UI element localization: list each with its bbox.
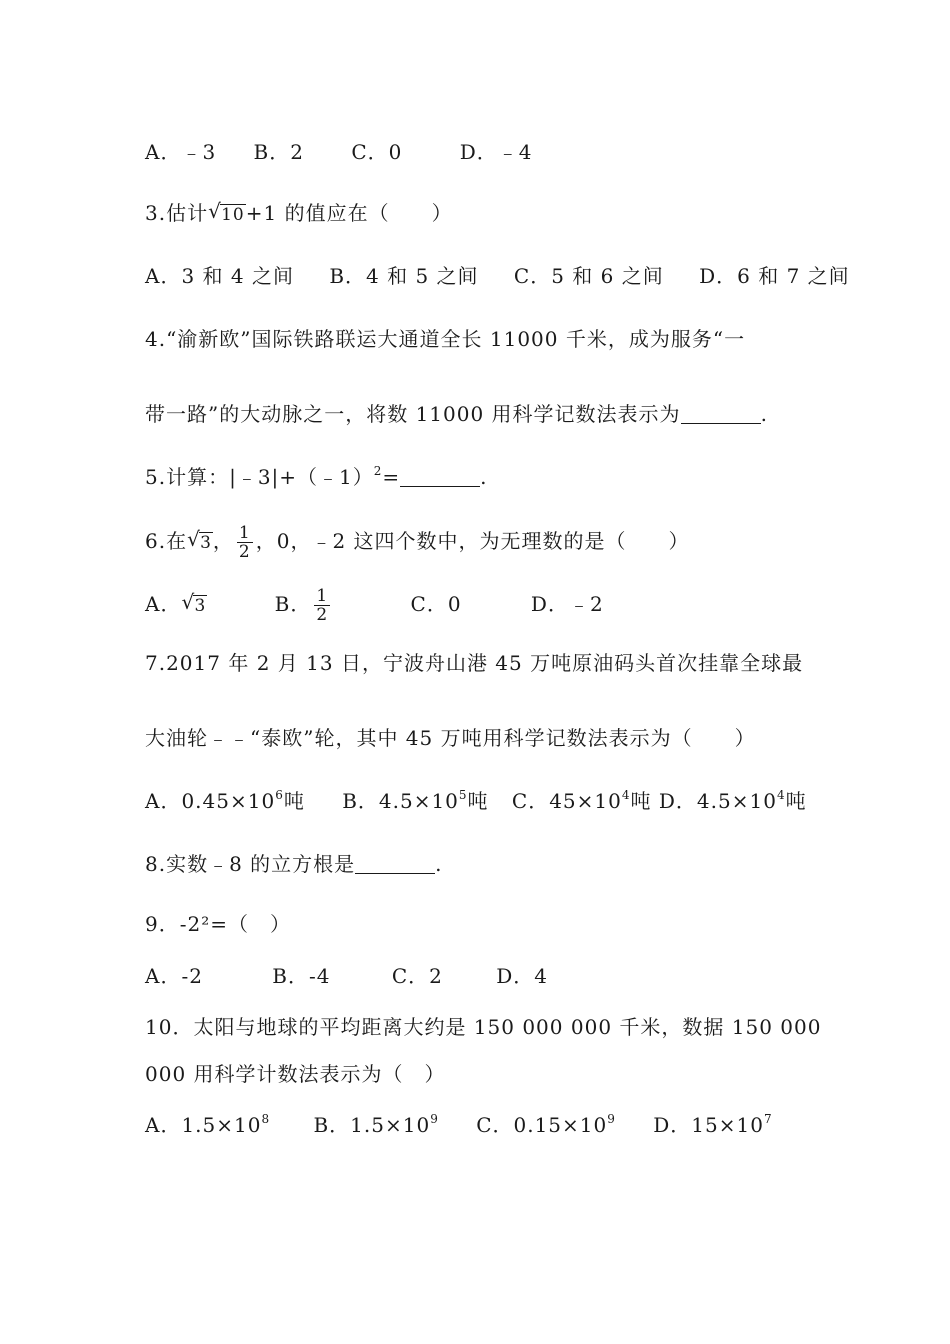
option-a: A．-2 (145, 964, 203, 988)
question-6-rest: ，0，﹣2 这四个数中，为无理数的是（ ） (255, 529, 690, 553)
radicand: 10 (221, 205, 245, 225)
q6-options (145, 587, 604, 624)
comma: ， (212, 529, 234, 553)
question-3-suffix: +1 的值应在（ ） (245, 201, 453, 225)
option-d: D．4 (496, 964, 548, 988)
period: . (760, 402, 768, 426)
equals: = (382, 465, 401, 489)
question-4-line-1: 4.“渝新欧”国际铁路联运大通道全长 11000 千米，成为服务“一 (145, 327, 746, 351)
question-6 (145, 524, 690, 561)
q3-options (145, 262, 850, 290)
q9-options (145, 962, 548, 990)
q2-options (145, 138, 532, 166)
answer-blank (355, 853, 435, 874)
radicand: 3 (200, 533, 212, 553)
option-c-base: C．0.15×10 (476, 1113, 608, 1137)
denominator: 2 (316, 605, 329, 625)
exponent: 6 (275, 788, 284, 802)
option-b: B．-4 (272, 964, 331, 988)
option-d (653, 1113, 772, 1137)
period: . (435, 852, 443, 876)
radicand: 3 (194, 596, 207, 616)
sqrt-expression: √ 3 (181, 590, 207, 616)
option-a-label: A． (145, 592, 182, 616)
question-8 (145, 850, 443, 878)
period: . (480, 465, 488, 489)
exponent: 9 (607, 1112, 616, 1126)
option-a: A．3 和 4 之间 (145, 264, 294, 288)
question-7-line-1: 7.2017 年 2 月 13 日，宁波舟山港 45 万吨原油码头首次挂靠全球最 (145, 651, 804, 675)
option-c (512, 789, 652, 813)
option-a-base: A．1.5×10 (145, 1113, 262, 1137)
exponent: 2 (373, 464, 383, 478)
option-d-base: D．4.5×10 (658, 789, 777, 813)
option-d-base: D．15×10 (653, 1113, 764, 1137)
answer-blank (400, 466, 480, 487)
exponent: 4 (621, 788, 631, 802)
unit: 吨 (630, 789, 652, 813)
option-c: C．0 (351, 140, 403, 164)
question-3-prefix: 3.估计 (145, 201, 209, 225)
option-d: D．﹣4 (459, 140, 533, 164)
answer-blank (681, 403, 761, 424)
exponent: 8 (261, 1112, 271, 1126)
option-a (145, 1113, 270, 1137)
option-a (145, 789, 305, 813)
option-c (476, 1113, 616, 1137)
option-d: D．6 和 7 之间 (699, 264, 850, 288)
exponent: 9 (430, 1112, 439, 1126)
fraction (237, 524, 253, 561)
numerator: 1 (238, 523, 251, 543)
option-c-base: C．45×10 (511, 789, 622, 813)
unit: 吨 (785, 789, 807, 813)
option-a (145, 592, 207, 616)
option-b-base: B．4.5×10 (342, 789, 459, 813)
option-a-base: A．0.45×10 (145, 789, 276, 813)
option-b-base: B．1.5×10 (313, 1113, 431, 1137)
question-4-line-2 (145, 400, 768, 428)
question-10-line-1: 10．太阳与地球的平均距离大约是 150 000 000 千米，数据 150 000 (145, 1015, 822, 1039)
q7-options (145, 787, 807, 815)
question-6-prefix: 6.在 (145, 529, 188, 553)
exponent: 4 (776, 788, 786, 802)
unit: 吨 (467, 789, 489, 813)
option-b (274, 586, 334, 625)
sqrt-expression: √ 3 (187, 527, 212, 553)
option-d (659, 789, 807, 813)
question-5 (145, 463, 488, 491)
question-10-line-2: 000 用科学计数法表示为（ ） (145, 1062, 446, 1086)
option-b-label: B． (274, 592, 312, 616)
exponent: 5 (458, 788, 468, 802)
question-3 (145, 199, 453, 229)
option-a: A．﹣3 (145, 140, 217, 164)
option-b: B．2 (253, 140, 304, 164)
option-c: C．2 (391, 964, 443, 988)
unit: 吨 (283, 789, 305, 813)
question-7-line-2: 大油轮﹣﹣“泰欧”轮，其中 45 万吨用科学记数法表示为（ ） (145, 726, 756, 750)
exponent: 7 (763, 1112, 773, 1126)
numerator: 1 (316, 586, 329, 606)
denominator: 2 (238, 542, 251, 562)
question-8-text: 8.实数﹣8 的立方根是 (145, 852, 356, 876)
question-4-text: 带一路”的大动脉之一，将数 11000 用科学记数法表示为 (145, 402, 681, 426)
option-c: C．0 (410, 592, 462, 616)
question-5-text: 5.计算：|﹣3|+（﹣1） (145, 465, 374, 489)
sqrt-expression: √ 10 (208, 199, 245, 225)
option-c: C．5 和 6 之间 (513, 264, 664, 288)
option-d: D．﹣2 (530, 592, 604, 616)
option-b: B．4 和 5 之间 (329, 264, 479, 288)
option-b (313, 1113, 438, 1137)
question-9: 9．-2²=（ ） (145, 912, 291, 936)
option-b (342, 789, 488, 813)
q10-options (145, 1111, 773, 1139)
fraction (314, 587, 330, 624)
